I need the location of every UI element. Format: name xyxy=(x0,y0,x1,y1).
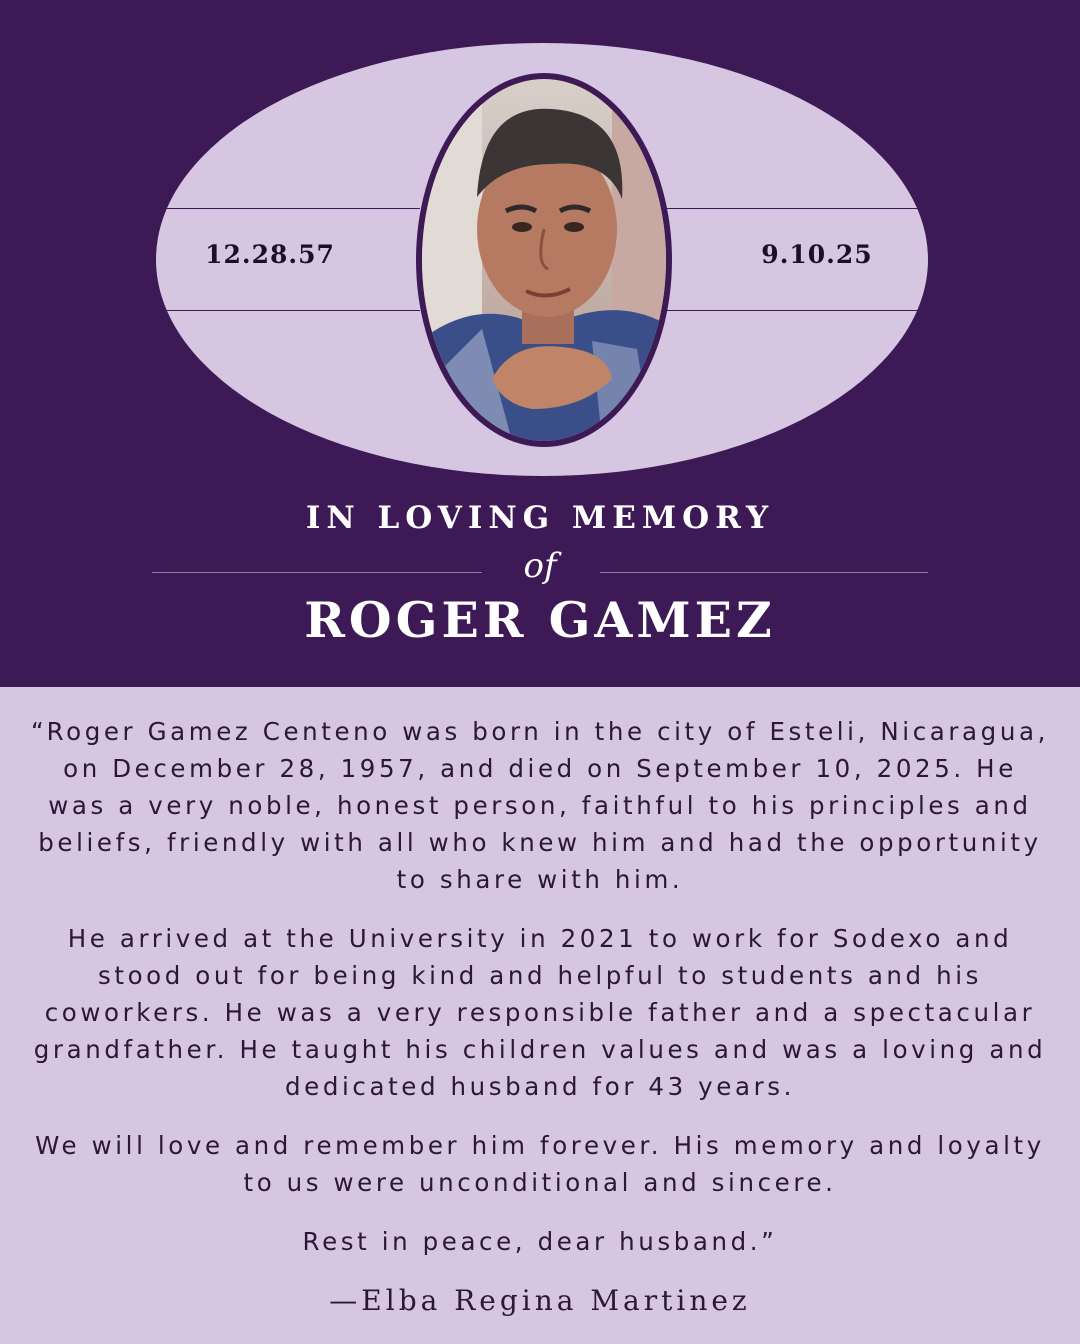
portrait-frame xyxy=(416,73,672,447)
portrait-photo xyxy=(422,79,666,441)
birth-date: 12.28.57 xyxy=(205,240,335,269)
signature: —Elba Regina Martinez xyxy=(329,1284,751,1317)
tribute-paragraph-4: Rest in peace, dear husband.” xyxy=(302,1227,778,1256)
band-line-bottom-right xyxy=(664,310,920,311)
band-line-bottom-left xyxy=(164,310,420,311)
tribute-paragraph-3: We will love and remember him forever. His memory and loyalty to us were unconditional and sincere. xyxy=(35,1131,1045,1197)
tribute-text xyxy=(30,713,1050,1319)
tribute-paragraph-2: He arrived at the University in 2021 to work for Sodexo and stood out for being kind and helpful to students and his coworkers. He was a very responsible father and a spectacular grandfather. He taught his children values and was a loving and dedicated husband for 43 years. xyxy=(33,924,1047,1101)
band-line-top-left xyxy=(164,208,420,209)
memorial-heading: IN LOVING MEMORY xyxy=(305,500,775,536)
person-name: ROGER GAMEZ xyxy=(304,591,776,649)
divider-right xyxy=(600,572,928,573)
connector-text: of xyxy=(523,546,557,586)
band-line-top-right xyxy=(664,208,920,209)
portrait-illustration xyxy=(422,79,666,441)
divider-left xyxy=(152,572,482,573)
death-date: 9.10.25 xyxy=(761,240,873,269)
tribute-paragraph-1: “Roger Gamez Centeno was born in the city of Esteli, Nicaragua, on December 28, 1957, and died on September 10, 2025. He was a very noble, honest person, faithful to his principles and beliefs, friendly with all who knew him and had the opportunity to share with him. xyxy=(31,717,1049,894)
